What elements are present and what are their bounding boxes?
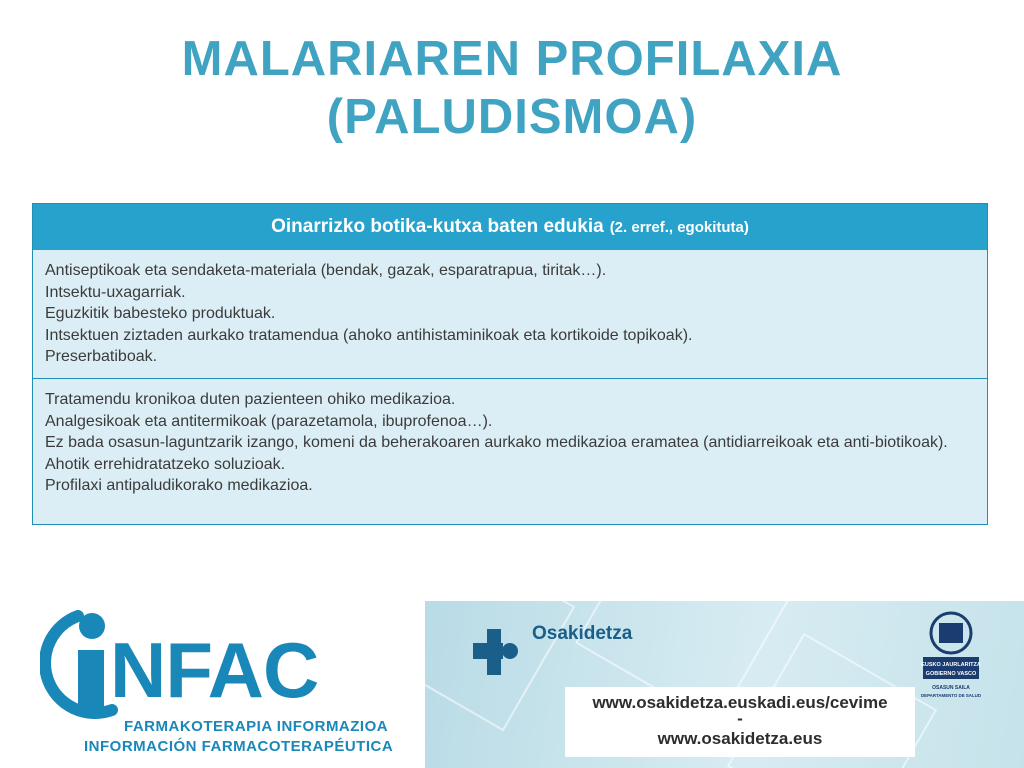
title-line-2: (PALUDISMOA)	[326, 90, 698, 144]
infac-i-icon	[40, 610, 118, 720]
osakidetza-banner	[425, 601, 1024, 768]
osakidetza-brand: Osakidetza	[532, 623, 633, 644]
table-row: Eguzkitik babesteko produktuak.	[45, 305, 276, 323]
table-header-reference: (2. erref., egokituta)	[609, 218, 749, 236]
title-line-1: MALARIAREN PROFILAXIA	[181, 32, 843, 86]
url-box	[565, 687, 915, 757]
table-row: Analgesikoak eta antitermikoak (parazetamola, ibuprofenoa…).	[45, 412, 493, 430]
infac-subtitle-basque: FARMAKOTERAPIA INFORMAZIOA	[124, 718, 389, 735]
url-separator: -	[737, 709, 743, 728]
table-row: Antiseptikoak eta sendaketa-materiala (bendak, gazak, esparatrapua, tiritak…).	[45, 262, 607, 279]
osakidetza-cross-icon	[473, 629, 519, 675]
seal-text-line-2: GOBIERNO VASCO	[925, 671, 977, 677]
table-row: Preserbatiboak.	[45, 348, 158, 366]
table-row: Profilaxi antipaludikorako medikazioa.	[45, 477, 313, 495]
gobierno-vasco-seal-icon	[917, 609, 985, 719]
table-header-title: Oinarrizko botika-kutxa baten edukia	[271, 216, 604, 237]
seal-text-line-1: EUSKO JAURLARITZA	[921, 662, 981, 668]
osakidetza-link[interactable]: www.osakidetza.eus	[657, 729, 823, 748]
table-section-2	[33, 379, 987, 503]
infac-logo	[40, 610, 400, 760]
table-row: Intsektu-uxagarriak.	[45, 283, 186, 301]
seal-text-line-3: OSASUN SAILA	[932, 685, 970, 691]
table-row: Tratamendu kronikoa duten pazienteen ohiko medikazioa.	[45, 391, 456, 408]
cevime-link[interactable]: www.osakidetza.euskadi.eus/cevime	[592, 693, 888, 712]
table-header	[33, 204, 987, 250]
seal-text-line-4: DEPARTAMENTO DE SALUD	[920, 693, 982, 698]
infac-subtitle-spanish: INFORMACIÓN FARMACOTERAPÉUTICA	[84, 738, 394, 755]
first-aid-kit-table	[32, 203, 988, 525]
table-row: Ez bada osasun-laguntzarik izango, komeni da beherakoaren aurkako medikazioa eramatea (antidiarreikoak eta anti-biotikoak).	[45, 434, 948, 452]
table-row: Intsektuen ziztaden aurkako tratamendua (ahoko antihistaminikoak eta kortikoide topikoak).	[45, 326, 693, 344]
table-row: Ahotik errehidratatzeko soluzioak.	[45, 455, 286, 473]
table-section-1	[33, 250, 987, 378]
infac-wordmark: NFAC	[110, 626, 319, 714]
page-title	[0, 30, 1024, 146]
